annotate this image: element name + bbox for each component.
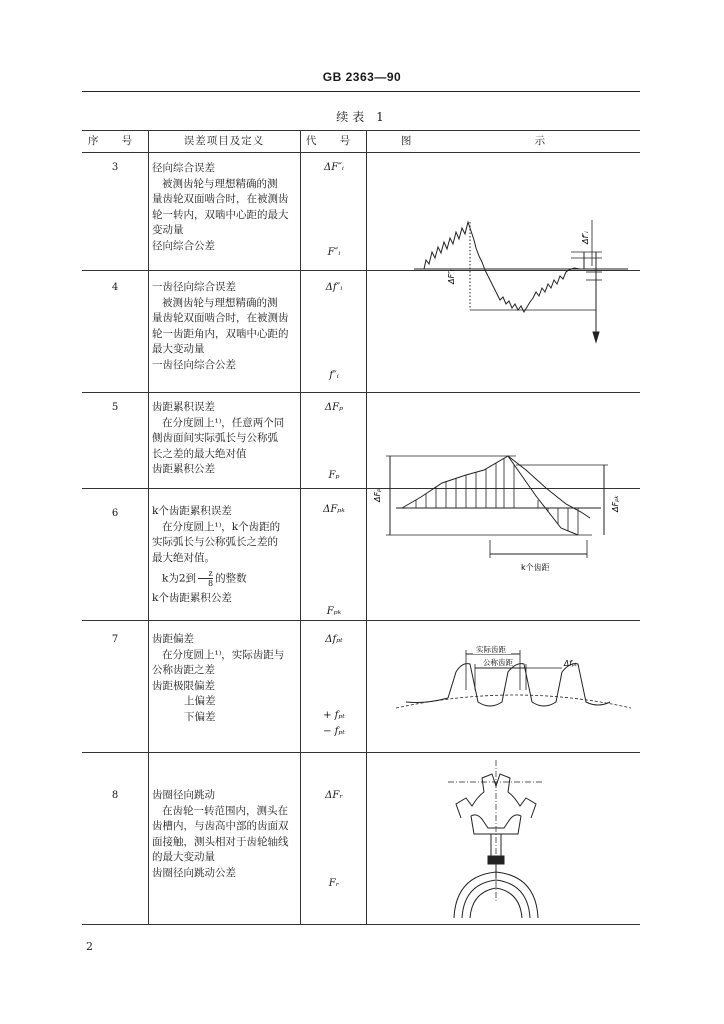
definition-line: 最大变动量 bbox=[152, 343, 205, 356]
tolerance-name: k个齿距累积公差 bbox=[152, 592, 232, 605]
row-seq: 5 bbox=[111, 402, 119, 413]
definition-line: 公称齿距之差 bbox=[152, 664, 215, 677]
error-code: ΔFₚₖ bbox=[323, 504, 345, 515]
error-code: ΔFᵣ bbox=[325, 790, 343, 801]
table-title: 续表 1 bbox=[336, 110, 388, 124]
table-rule-top bbox=[82, 130, 640, 131]
row-definition bbox=[152, 788, 300, 882]
row-definition bbox=[152, 280, 300, 374]
z-over-8-fraction bbox=[198, 569, 213, 588]
definition-line: 齿槽内，与齿高中部的齿面双 bbox=[152, 820, 289, 833]
frac-denominator: 8 bbox=[208, 579, 214, 589]
table-col-rule bbox=[300, 130, 301, 925]
pitch-circle bbox=[396, 695, 631, 708]
fig3-right-label: Δf″ᵢ bbox=[581, 231, 590, 244]
definition-line: 实际弧长与公称弧长之差的 bbox=[152, 536, 278, 549]
tolerance-name: 齿距累积公差 bbox=[152, 463, 215, 476]
definition-line: 量齿轮双面啮合时，在被测齿 bbox=[152, 312, 289, 325]
pitch-deviation-figure bbox=[366, 620, 640, 752]
fig7-actual-pitch-label: 实际齿距 bbox=[476, 645, 506, 654]
definition-line: 轮一齿距角内，双啮中心距的 bbox=[152, 327, 289, 340]
fig6-bottom-label: k个齿距 bbox=[521, 563, 550, 572]
error-code: Δfₚₜ bbox=[325, 634, 343, 645]
item-title: 齿距偏差 bbox=[152, 633, 194, 645]
definition-line: 长之差的最大绝对值 bbox=[152, 447, 247, 460]
standard-code: GB 2363—90 bbox=[322, 70, 402, 84]
error-code: Δf″ᵢ bbox=[325, 282, 343, 293]
definition-line: 侧齿面间实际弧长与公称弧 bbox=[152, 432, 278, 445]
error-code: ΔFₚ bbox=[324, 402, 344, 413]
row-seq: 7 bbox=[111, 634, 119, 645]
item-title: 齿圈径向跳动 bbox=[152, 789, 215, 801]
tolerance-code: f″ᵢ bbox=[329, 370, 339, 381]
runout-figure bbox=[366, 752, 640, 924]
row-definition bbox=[152, 161, 300, 255]
continuation-table bbox=[82, 130, 640, 925]
table-rule-bottom bbox=[82, 924, 640, 925]
upper-deviation-code: + fₚₜ bbox=[323, 710, 345, 721]
row-definition bbox=[152, 632, 300, 726]
row-definition bbox=[152, 400, 300, 478]
item-title: 径向综合误差 bbox=[152, 162, 215, 174]
composite-error-figure bbox=[366, 152, 640, 392]
item-title: 一齿径向综合误差 bbox=[152, 281, 236, 293]
definition-line: 在齿轮一转范围内，测头在 bbox=[162, 804, 288, 817]
col-header-definition: 误差项目及定义 bbox=[183, 135, 265, 147]
k-range-text: k为2到 bbox=[162, 572, 197, 585]
definition-line: 最大绝对值。 bbox=[152, 551, 215, 564]
tolerance-name: 齿圈径向跳动公差 bbox=[152, 866, 236, 879]
cumulative-pitch-figure bbox=[366, 440, 640, 590]
row-seq: 6 bbox=[111, 508, 119, 519]
definition-line: 被测齿轮与理想精确的测 bbox=[162, 177, 278, 190]
frac-numerator: z bbox=[198, 569, 213, 579]
definition-line: 轮一转内，双啮中心距的最大 bbox=[152, 208, 289, 221]
probe-tip bbox=[488, 856, 504, 864]
table-col-rule bbox=[148, 130, 149, 925]
definition-line: 被测齿轮与理想精确的测 bbox=[162, 296, 278, 309]
tolerance-code: F″ᵢ bbox=[327, 247, 341, 258]
lower-deviation-label: 下偏差 bbox=[184, 710, 216, 723]
fig3-left-label: ΔF″ᵢ bbox=[447, 269, 456, 284]
tolerance-name: 齿距极限偏差 bbox=[152, 679, 215, 692]
header-rule bbox=[82, 91, 640, 92]
item-title: k个齿距累积误差 bbox=[152, 505, 232, 517]
tolerance-code: Fₚₖ bbox=[326, 606, 342, 617]
tolerance-code: Fᵣ bbox=[328, 878, 340, 889]
definition-line: 量齿轮双面啮合时，在被测齿 bbox=[152, 193, 289, 206]
k-range-text: 的整数 bbox=[215, 572, 247, 585]
table-rule bbox=[82, 392, 640, 393]
row-seq: 8 bbox=[111, 790, 119, 801]
k-range-line bbox=[152, 569, 300, 588]
tolerance-name: 径向综合公差 bbox=[152, 239, 215, 252]
tolerance-name: 一齿径向综合公差 bbox=[152, 358, 236, 371]
definition-line: 在分度圆上¹⁾，任意两个同 bbox=[162, 416, 285, 429]
row-definition bbox=[152, 504, 300, 607]
error-curve bbox=[424, 222, 580, 312]
col-header-seq: 序 号 bbox=[87, 135, 143, 147]
page-number: 2 bbox=[86, 940, 93, 953]
col-header-code: 代 号 bbox=[305, 135, 361, 147]
tolerance-code: Fₚ bbox=[328, 470, 340, 481]
fig7-deviation-label: Δfₚₜ bbox=[564, 659, 578, 668]
error-code: ΔF″ᵢ bbox=[324, 162, 344, 173]
gear-teeth-profile bbox=[406, 664, 610, 706]
cumulative-curve bbox=[508, 456, 578, 535]
row-seq: 3 bbox=[111, 162, 119, 173]
fig6-right-label: ΔFₚₖ bbox=[611, 495, 620, 512]
definition-line: 在分度圆上¹⁾，实际齿距与 bbox=[162, 648, 285, 661]
fig7-nominal-pitch-label: 公称齿距 bbox=[483, 658, 513, 667]
lower-deviation-code: − fₚₜ bbox=[323, 726, 345, 737]
arrow-icon bbox=[593, 332, 599, 342]
definition-line: 面接触，测头相对于齿轮轴线 bbox=[152, 835, 289, 848]
definition-line: 在分度圆上¹⁾，k个齿距的 bbox=[162, 520, 281, 533]
row-seq: 4 bbox=[111, 282, 119, 293]
fig5-left-label: ΔFₚ bbox=[373, 488, 382, 502]
upper-deviation-label: 上偏差 bbox=[184, 695, 216, 708]
col-header-figure: 图 示 bbox=[400, 135, 606, 147]
definition-line: 的最大变动量 bbox=[152, 851, 215, 864]
definition-line: 变动量 bbox=[152, 224, 184, 237]
item-title: 齿距累积误差 bbox=[152, 401, 215, 413]
ordinate-hatching bbox=[416, 458, 578, 535]
